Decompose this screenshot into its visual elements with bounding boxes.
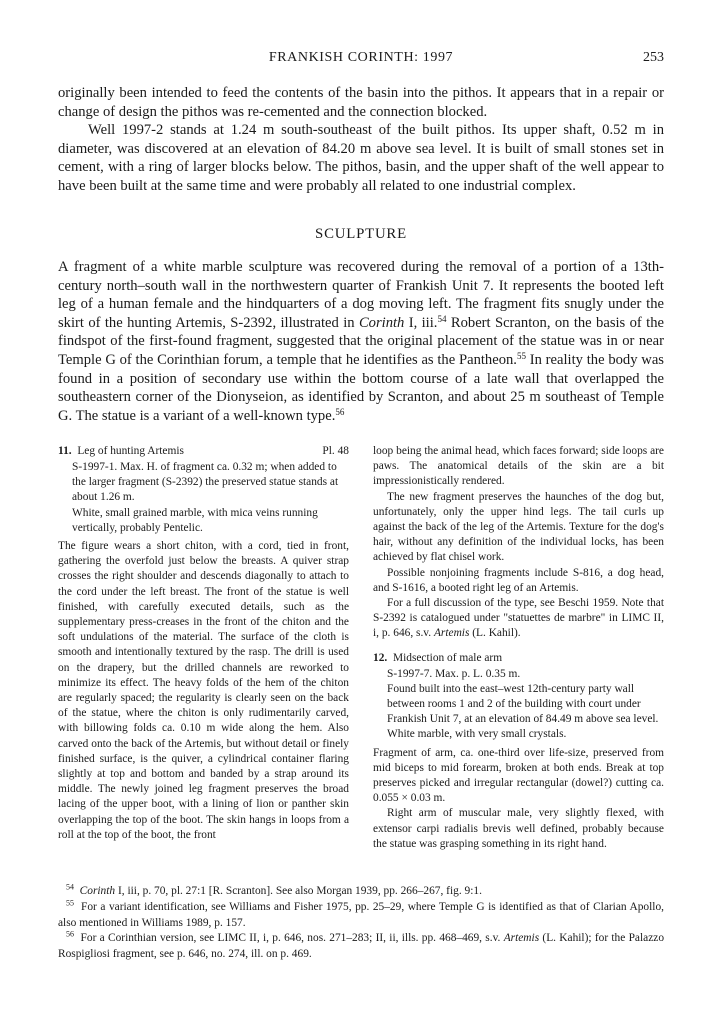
catalogue-number: 11.	[58, 445, 72, 457]
catalogue-entry-heading	[58, 444, 349, 460]
catalogue-entry-heading	[373, 651, 664, 667]
paragraph: originally been intended to feed the contents of the basin into the pithos. It appears that in a repair or change of design the pithos was re-cemented and the connection blocked.	[58, 85, 664, 120]
catalogue-number: 12.	[373, 651, 388, 664]
catalogue-description: The figure wears a short chiton, with a cord, tied in front, gathering the overfold just below the breasts. A quiver strap crosses the right shoulder and descends diagonally to attach to the cord under the left breast. The front of the statue is well finished, with carefully executed details, such as the supplementary press-creases in the front of the chiton and the soft undulations of the material. The surface of the cloth is smooth and intentionally textured by the rasp. The drill is used on the drapery, but the drilled channels are reworked to minimize its effect. The heavy folds of the hem of the chiton are regularly spaced; the regularity is clearly seen on the back of the statue, where the chiton is only rudimentarily carved, with billowing folds ca. 0.10 m wide along the hem. Also carved onto the back of the Artemis, but without detail or finely finished surface, is the quiver, a cylindrical container flaring slightly at top and bottom and banded by a strap around its middle. The newly joined leg fragment preserves the broad lacing of the upper boot, with a lining of lion or panther skin overlapping the top of the boot. The skin hangs in loops from a roll at the top of the boot, the front	[58, 540, 349, 841]
paragraph: A fragment of a white marble sculpture was recovered during the removal of a portion of a 13th-century north–south wall in the northwestern quarter of Frankish Unit 7. It represents the booted left leg of a human female and the hindquarters of a dog moving left. The fragment fits snugly under the skirt of the hunting Artemis, S-2392, illustrated in Corinth I, iii.$^{54}$ Robert Scranton, on the basis of the findspot of the first-found fragment, suggested that the original placement of the statue was in or near Temple G of the Corinthian forum, a temple that he identifies as the Pantheon.$^{55}$ In reality the body was found in a position of secondary use within the bottom course of a late wall that overlapped the southeastern corner of the Dionyseion, as identified by Scranton, and about 25 m southeast of Temple G. The statue is a variant of a well-known type.$^{56}$	[58, 259, 664, 424]
paragraph: loop being the animal head, which faces forward; side loops are paws. The anatomical details of the skin are a bit impressionistically rendered.	[373, 445, 664, 488]
catalogue-detail: S-1997-7. Max. p. L. 0.35 m.	[387, 667, 521, 680]
footnote-ref[interactable]: 54	[437, 313, 447, 324]
section-intro	[58, 258, 664, 425]
paragraph: Well 1997-2 stands at 1.24 m south-southeast of the built pithos. Its upper shaft, 0.52 m in diameter, was discovered at an elevation of 84.20 m above sea level. It is built of small stones set in cement, with a ring of larger blocks below. The pithos, basin, and the upper shaft of the well appear to have been built at the same time and were probably all related to one industrial complex.	[58, 122, 664, 194]
catalogue-detail: White, small grained marble, with mica veins running vertically, probably Pentelic.	[72, 506, 318, 534]
catalogue-detail: S-1997-1. Max. H. of fragment ca. 0.32 m; when added to the larger fragment (S-2392) the preserved statue stands at about 1.26 m.	[72, 461, 339, 504]
catalogue-description: Fragment of arm, ca. one-third over life-size, preserved from mid biceps to mid forearm, broken at both ends. Break at top preserves picked and irregular rectangular (dowel?) cutting ca. 0.055 × 0.03 m.	[373, 746, 664, 805]
catalogue-title: Midsection of male arm	[392, 651, 503, 664]
running-head	[58, 50, 664, 70]
paragraph: For a full discussion of the type, see Beschi 1959. Note that S-2392 is catalogued under "statuettes de marbre" in LIMC II, i, p. 646, s.v. Artemis (L. Kahil).	[373, 597, 664, 640]
plate-reference: Pl. 48	[322, 445, 349, 457]
footnote-ref[interactable]: 55	[516, 351, 526, 361]
left-column	[58, 444, 349, 843]
footnote-55: $^{55}$ For a variant identification, see Williams and Fisher 1975, pp. 25–29, where Temple G is identified as that of Clarian Apollo, also mentioned in Williams 1989, p. 157.	[58, 898, 664, 929]
paragraph: The new fragment preserves the haunches of the dog but, unfortunately, only the upper hind legs. The tail curls up against the back of the leg of the Artemis. Texture for the dog's hair, without any definition of the individual locks, has been achieved by flat chisel work.	[373, 490, 664, 564]
continued-text	[58, 84, 664, 195]
running-title: FRANKISH CORINTH: 1997	[268, 50, 454, 65]
italic-reference: Corinth	[358, 314, 405, 331]
footnote-54: $^{54}$ Corinth I, iii, p. 70, pl. 27:1 [R. Scranton]. See also Morgan 1939, pp. 266–267, fig. 9:1.	[66, 882, 482, 897]
paragraph: Possible nonjoining fragments include S-816, a dog head, and S-1616, a booted right leg of an Artemis.	[373, 566, 664, 594]
catalogue-detail: White marble, with very small crystals.	[387, 728, 567, 741]
paragraph: Right arm of muscular male, very slightly flexed, with extensor carpi radialis brevis well defined, probably because the statue was grasping something in its right hand.	[373, 807, 664, 850]
page-number: 253	[643, 50, 664, 65]
limc-abbreviation: LIMC	[621, 612, 650, 625]
right-column	[373, 444, 664, 852]
footnote-ref[interactable]: 56	[335, 406, 345, 417]
footnotes	[58, 884, 664, 963]
catalogue-detail: Found built into the east–west 12th-century party wall between rooms 1 and 2 of the building with court under Frankish Unit 7, at an elevation of 84.49 m above sea level.	[387, 682, 659, 726]
catalogue-title: Leg of hunting Artemis	[77, 445, 184, 457]
section-heading: SCULPTURE	[315, 226, 407, 242]
footnote-56: $^{56}$ For a Corinthian version, see LIMC II, i, p. 646, nos. 271–283; II, ii, ills. pp. 468–469, s.v. Artemis (L. Kahil); for the Palazzo Rospigliosi fragment, see p. 646, no. 274, ill. on p. 469.	[58, 930, 665, 961]
